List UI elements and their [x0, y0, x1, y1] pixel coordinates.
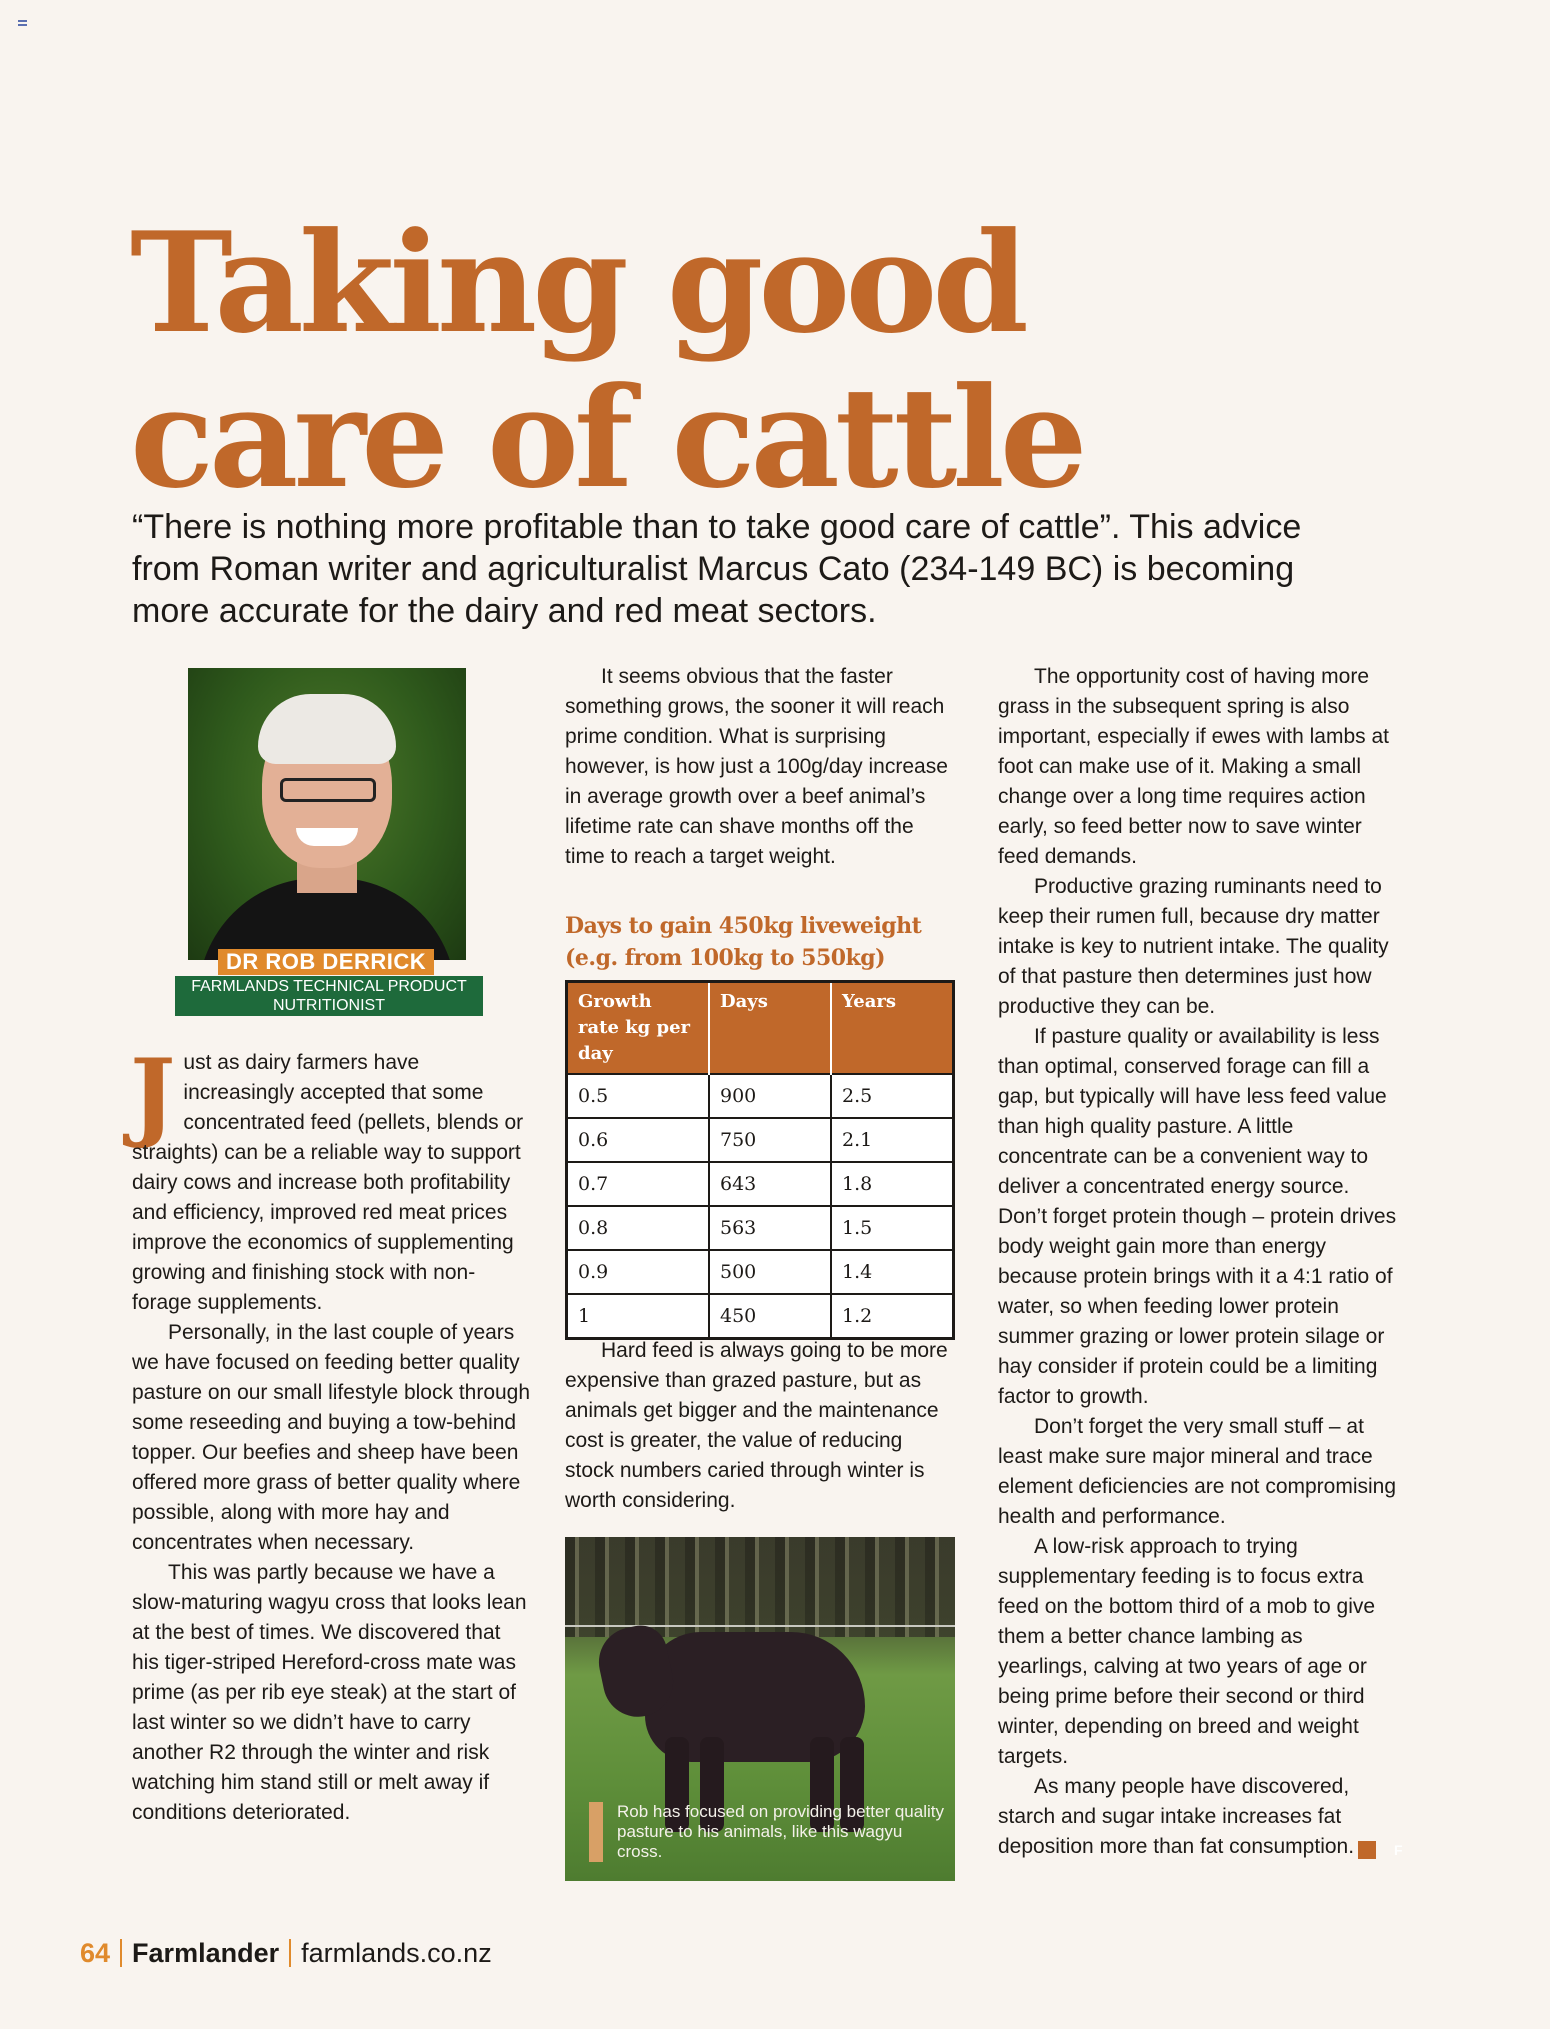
column-2-top [565, 662, 957, 872]
table-cell: 900 [709, 1074, 831, 1118]
col3-paragraph-5: A low-risk approach to trying supplementary feeding is to focus extra feed on the bottom third of a mob to give them a better chance lambing as yearlings, calving at two years of age or being prime before their second or third winter, depending on breed and weight targets. [998, 1535, 1376, 1768]
col3-paragraph-3: If pasture quality or availability is less than optimal, conserved forage can fill a gap, but typically will have less feed value than high quality pasture. A little concentrate can be a convenient way to deliver a concentrated energy source. Don’t forget protein though – protein drives body weight gain more than energy because protein brings with it a 4:1 ratio of water, so when feeding lower protein summer grazing or lower protein silage or hay consider if protein could be a limiting factor to growth. [998, 1025, 1397, 1408]
title-line-2: care of cattle [130, 356, 1083, 519]
table-cell: 0.7 [567, 1162, 710, 1206]
table-title: Days to gain 450kg liveweight (e.g. from 100kg to 550kg) [565, 913, 922, 971]
page-number: 64 [80, 1938, 111, 1968]
page-footer [80, 1936, 492, 1970]
column-2-bottom [565, 1336, 957, 1516]
col3-paragraph-2: Productive grazing ruminants need to keep their rumen full, because dry matter intake is key to nutrient intake. The quality of that pasture then determines just how productive they can be. [998, 875, 1389, 1018]
col1-paragraph-1: Just as dairy farmers have increasingly accepted that some concentrated feed (pellets, blends or straights) can be a reliable way to support dairy cows and increase both profitability and efficiency, improved red meat prices improve the economics of supplementing growing and finishing stock with non-forage supplements. [130, 1038, 524, 1314]
table-cell: 0.8 [567, 1206, 710, 1250]
table-cell: 563 [709, 1206, 831, 1250]
table-cell: 0.6 [567, 1118, 710, 1162]
col2-paragraph-1: It seems obvious that the faster something grows, the sooner it will reach prime condition. What is surprising however, is how just a 100g/day increase in average growth over a beef animal’s lifetime rate can shave months off the time to reach a target weight. [565, 665, 948, 868]
table-header: Growth rate kg per day [567, 982, 710, 1075]
table-row [567, 1162, 954, 1206]
col1-paragraph-3: This was partly because we have a slow-maturing wagyu cross that looks lean at the best of times. We discovered that his tiger-striped Hereford-cross mate was prime (as per rib eye steak) at the start of last winter so we didn’t have to carry another R2 through the winter and risk watching him stand still or melt away if conditions deteriorated. [132, 1561, 527, 1824]
magazine-brand: Farmlander [132, 1938, 280, 1968]
table-cell: 1.5 [831, 1206, 954, 1250]
author-role-line-2: NUTRITIONIST [273, 997, 385, 1014]
title-line-1: Taking good [130, 201, 1024, 364]
table-cell: 1.8 [831, 1162, 954, 1206]
menu-icon[interactable] [18, 20, 27, 28]
table-cell: 0.9 [567, 1250, 710, 1294]
table-cell: 0.5 [567, 1074, 710, 1118]
table-cell: 750 [709, 1118, 831, 1162]
table-cell: 2.5 [831, 1074, 954, 1118]
table-row [567, 1074, 954, 1118]
table-header: Years [831, 982, 954, 1075]
table-cell: 643 [709, 1162, 831, 1206]
col2-paragraph-2: Hard feed is always going to be more expensive than grazed pasture, but as animals get bigger and the maintenance cost is greater, the value of reducing stock numbers caried through winter is worth considering. [565, 1339, 948, 1512]
author-portrait [188, 668, 466, 960]
col1-paragraph-2: Personally, in the last couple of years we have focused on feeding better quality pasture on our small lifestyle block through some reseeding and buying a tow-behind topper. Our beefies and sheep have been offered more grass of better quality where possible, along with more hay and concentrates when necessary. [132, 1321, 531, 1554]
column-1 [130, 1038, 532, 1828]
table-cell: 1 [567, 1294, 710, 1339]
table-row [567, 1206, 954, 1250]
table-cell: 500 [709, 1250, 831, 1294]
table-cell: 1.2 [831, 1294, 954, 1339]
author-name: DR ROB DERRICK [218, 949, 434, 975]
author-role [175, 976, 483, 1016]
table-row [567, 1250, 954, 1294]
table-cell: 2.1 [831, 1118, 954, 1162]
article-title [130, 201, 1083, 519]
website-link[interactable]: farmlands.co.nz [301, 1938, 492, 1968]
dropcap: J [130, 1038, 176, 1151]
author-role-line-1: FARMLANDS TECHNICAL PRODUCT [191, 978, 467, 995]
table-header-row [567, 982, 954, 1075]
photo-caption: Rob has focused on providing better quality pasture to his animals, like this wagyu cross. [589, 1802, 947, 1862]
col3-paragraph-6: As many people have discovered, starch and sugar intake increases fat deposition more than fat consumption. F [998, 1775, 1403, 1858]
article-standfirst: “There is nothing more profitable than to take good care of cattle”. This advice from Roman writer and agriculturalist Marcus Cato (234-149 BC) is becoming more accurate for the dairy and red meat sectors. [132, 508, 1302, 630]
column-3 [998, 662, 1403, 1862]
growth-rate-table [565, 980, 955, 1340]
table-row [567, 1294, 954, 1339]
table-header: Days [709, 982, 831, 1075]
table-cell: 1.4 [831, 1250, 954, 1294]
col3-paragraph-1: The opportunity cost of having more grass in the subsequent spring is also important, especially if ewes with lambs at foot can make use of it. Making a small change over a long time requires action early, so feed better now to save winter feed demands. [998, 665, 1389, 868]
table-cell: 450 [709, 1294, 831, 1339]
end-mark-icon: F [1358, 1841, 1376, 1859]
table-row [567, 1118, 954, 1162]
cow-photo [565, 1537, 955, 1881]
col3-paragraph-4: Don’t forget the very small stuff – at least make sure major mineral and trace element deficiencies are not compromising health and performance. [998, 1415, 1397, 1528]
